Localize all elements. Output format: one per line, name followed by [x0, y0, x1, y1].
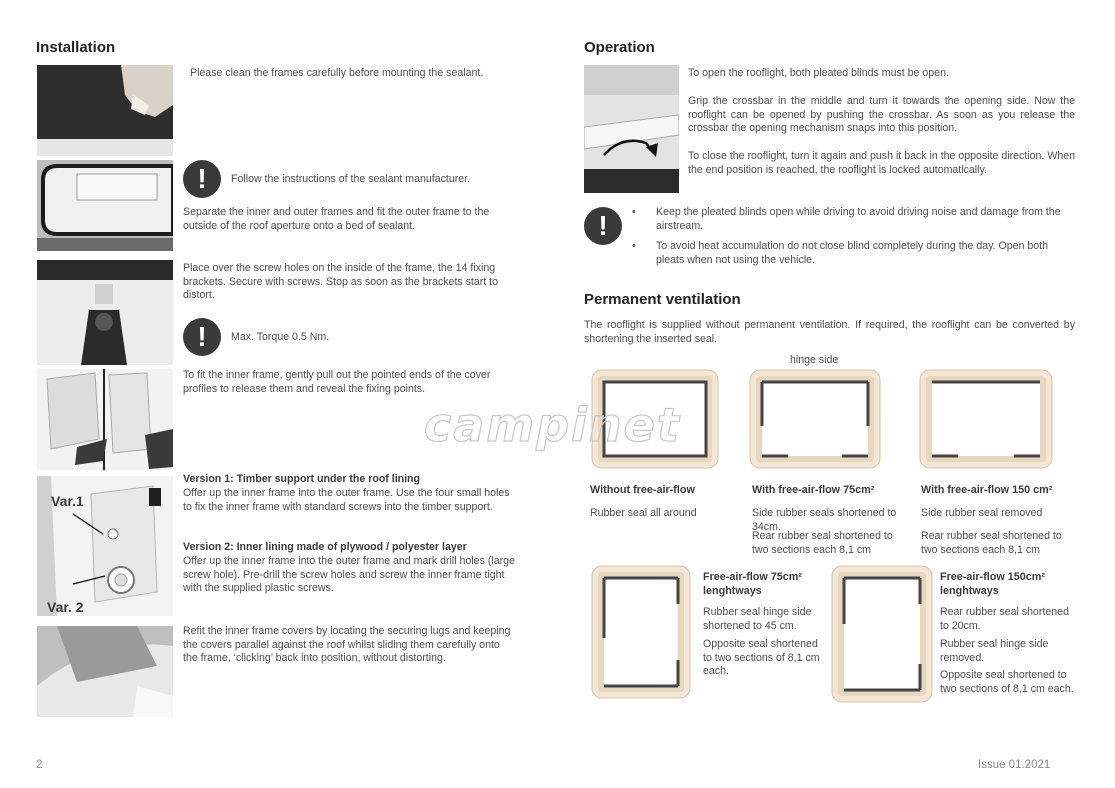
outer-frame-photo: [37, 160, 173, 251]
frame4-title: Free-air-flow 75cm² lenghtways: [703, 571, 803, 597]
version2-text: Offer up the inner frame into the outer frame and mark drill holes (large screw hole). Pre-drill the screw holes and screw the inner frame tight with the supplied plastic screws.: [183, 555, 515, 595]
issue-label: Issue 01.2021: [978, 759, 1051, 771]
step2-text: Separate the inner and outer frames and fit the outer frame to the outside of the roof aperture onto a bed of sealant.: [183, 206, 490, 232]
var2-label: Var. 2: [47, 599, 84, 615]
operation-bullet: • To avoid heat accumulation do not close blind completely during the day. Open both pleats when not using the vehicle.: [632, 240, 1075, 267]
operation-p2: Grip the crossbar in the middle and turn it towards the opening side. Now the rooflight can be opened by pushing the crossbar. As soon as you release the crossbar the opening mechanism snaps into this position.: [688, 95, 1075, 135]
cover-profiles-photo: [37, 369, 173, 470]
frame2-title: With free-air-flow 75cm²: [752, 484, 875, 496]
step2-warning-text: Follow the instructions of the sealant manufacturer.: [231, 173, 471, 185]
frame-diagram-150cm: [918, 368, 1054, 475]
frame5-text3: Opposite seal shortened to two sections of 8,1 cm each.: [940, 669, 1074, 695]
operation-p3: To close the rooflight, turn it again and push it back in the opposite direction. When the end position is reached, the rooflight is locked automatically.: [688, 150, 1075, 176]
frame3-text1: Side rubber seal removed: [921, 507, 1043, 519]
fixing-brackets-photo: [37, 260, 173, 365]
step6-text: Refit the inner frame covers by locating the securing lugs and keeping the covers parallel against the roof whilst sliding them carefully onto the frame, ‘clicking’ back into position, without distorting.: [183, 625, 511, 665]
frame2-text2: Rear rubber seal shortened to two sections each 8,1 cm: [752, 530, 893, 556]
crossbar-photo: [584, 65, 679, 193]
ventilation-title: Permanent ventilation: [584, 291, 741, 308]
warning-icon: !: [183, 160, 221, 198]
frame1-text: Rubber seal all around: [590, 507, 697, 519]
frame-diagram-75cm-lengthways: [590, 564, 692, 705]
operation-bullets: [632, 206, 1075, 274]
frame-diagram-75cm: [748, 368, 882, 475]
page-number: 2: [36, 759, 43, 771]
clean-frame-photo: [37, 65, 173, 156]
frame1-title: Without free-air-flow: [590, 484, 695, 496]
var1-label: Var.1: [51, 493, 84, 509]
step3-text: Place over the screw holes on the inside of the frame, the 14 fixing brackets. Secure with screws. Stop as soon as the brackets start to distort.: [183, 262, 499, 302]
version2-title: Version 2: Inner lining made of plywood / polyester layer: [183, 541, 467, 553]
operation-title: Operation: [584, 39, 655, 56]
watermark: campinet: [424, 398, 681, 452]
refit-covers-photo: [37, 626, 173, 717]
frame4-text1: Rubber seal hinge side shortened to 45 cm.: [703, 606, 812, 632]
frame5-text2: Rubber seal hinge side removed.: [940, 638, 1049, 664]
hinge-side-label: hinge side: [790, 354, 839, 366]
warning-icon: !: [584, 207, 622, 245]
operation-p1: To open the rooflight, both pleated blinds must be open.: [688, 67, 949, 79]
warning-icon: !: [183, 318, 221, 356]
step4-text: To fit the inner frame, gently pull out the pointed ends of the cover profiles to release them and reveal the fixing points.: [183, 369, 491, 395]
frame3-text2: Rear rubber seal shortened to two sections each 8,1 cm: [921, 530, 1062, 556]
version1-title: Version 1: Timber support under the roof lining: [183, 473, 421, 485]
operation-bullet: • Keep the pleated blinds open while driving to avoid driving noise and damage from the airstream.: [632, 206, 1075, 233]
frame2-text1: Side rubber seals shortened to 34cm.: [752, 507, 897, 533]
version1-text: Offer up the inner frame into the outer frame. Use the four small holes to fix the inner frame with standard screws into the timber support.: [183, 487, 510, 513]
frame4-text2: Opposite seal shortened to two sections of 8,1 cm each.: [703, 638, 820, 677]
step1-text: Please clean the frames carefully before mounting the sealant.: [190, 67, 484, 79]
frame5-text1: Rear rubber seal shortened to 20cm.: [940, 606, 1069, 632]
frame3-title: With free-air-flow 150 cm²: [921, 484, 1053, 496]
installation-title: Installation: [36, 39, 116, 56]
frame5-title: Free-air-flow 150cm² lenghtways: [940, 571, 1046, 597]
step3-warning-text: Max. Torque 0.5 Nm.: [231, 331, 330, 343]
ventilation-intro: The rooflight is supplied without permanent ventilation. If required, the rooflight can be converted by shortening the inserted seal.: [584, 319, 1075, 345]
frame-diagram-150cm-lengthways: [830, 564, 934, 709]
